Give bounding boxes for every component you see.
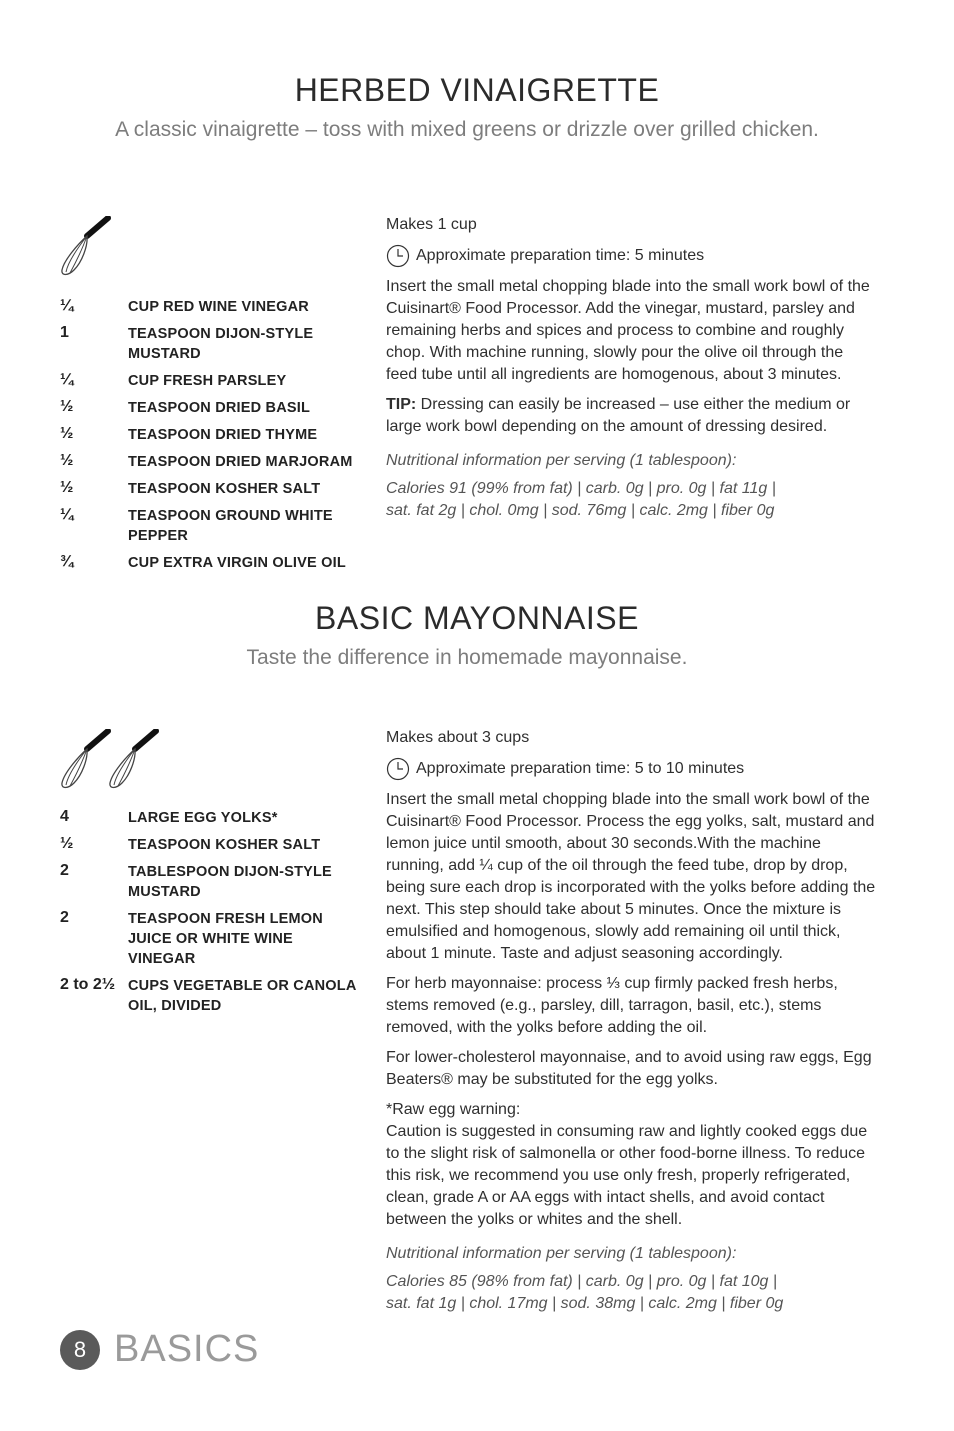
page-number: 8 — [60, 1330, 100, 1370]
ingredient-name: CUP FRESH PARSLEY — [128, 373, 287, 389]
tip-text: Dressing can easily be increased – use either the medium or large work bowl depending on the amount of dressing desired. — [386, 396, 851, 435]
ingredient-quantity: 4 — [60, 808, 69, 825]
tip — [386, 394, 878, 438]
clock-icon — [386, 244, 410, 268]
ingredient-list — [60, 808, 360, 1023]
section-label: BASICS — [114, 1328, 260, 1370]
ingredient-row — [60, 835, 360, 855]
ingredient-quantity: 1 — [60, 324, 69, 341]
whisk-icon — [56, 216, 116, 278]
ingredient-quantity: 2 — [60, 909, 69, 926]
ingredient-row — [60, 324, 360, 364]
ingredient-quantity: 2 to 2½ — [60, 976, 116, 993]
prep-time — [386, 757, 878, 781]
ingredient-row — [60, 452, 360, 472]
ingredient-name: TEASPOON DRIED BASIL — [128, 400, 311, 416]
herb-variation-note: For herb mayonnaise: process ⅓ cup firmly packed fresh herbs, stems removed (e.g., parsley, dill, tarragon, basil, etc.), stems removed, with the yolks before adding the oil. — [386, 975, 838, 1036]
ingredient-name: TEASPOON GROUND WHITE PEPPER — [128, 508, 333, 544]
recipe-subtitle: Taste the difference in homemade mayonnaise. — [246, 646, 688, 669]
tip-label: TIP: — [386, 396, 417, 413]
ingredient-name: TEASPOON FRESH LEMON JUICE OR WHITE WINE VINEGAR — [128, 911, 323, 967]
ingredient-row — [60, 553, 360, 573]
ingredient-list — [60, 297, 360, 580]
low-cholesterol-note: For lower-cholesterol mayonnaise, and to avoid using raw eggs, Egg Beaters® may be substituted for the egg yolks. — [386, 1049, 872, 1088]
whisk-icon-pair — [56, 729, 166, 791]
ingredient-name: CUPS VEGETABLE OR CANOLA OIL, DIVIDED — [128, 978, 356, 1014]
ingredient-row — [60, 425, 360, 445]
ingredient-name: TEASPOON KOSHER SALT — [128, 481, 321, 497]
ingredient-name: LARGE EGG YOLKS* — [128, 810, 278, 826]
ingredient-name: TEASPOON DRIED MARJORAM — [128, 454, 353, 470]
ingredient-name: CUP RED WINE VINEGAR — [128, 299, 309, 315]
clock-icon — [386, 757, 410, 781]
ingredient-quantity: 2 — [60, 862, 69, 879]
prep-time — [386, 244, 878, 268]
ingredient-name: CUP EXTRA VIRGIN OLIVE OIL — [128, 555, 346, 571]
ingredient-quantity: ½ — [60, 425, 74, 442]
nutrition-line: sat. fat 1g | chol. 17mg | sod. 38mg | calc. 2mg | fiber 0g — [386, 1295, 784, 1312]
ingredient-row — [60, 479, 360, 499]
nutrition-line: Calories 85 (98% from fat) | carb. 0g | pro. 0g | fat 10g | — [386, 1273, 778, 1290]
nutrition-line: Calories 91 (99% from fat) | carb. 0g | pro. 0g | fat 11g | — [386, 480, 776, 497]
instructions: Insert the small metal chopping blade into the small work bowl of the Cuisinart® Food Processor. Add the vinegar, mustard, parsley and remaining herbs and spices and process to combine and roughly chop. With machine running, slowly pour the olive oil through the feed tube until all ingredients are homogenous, about 3 minutes. — [386, 278, 870, 383]
nutrition-line: sat. fat 2g | chol. 0mg | sod. 76mg | calc. 2mg | fiber 0g — [386, 502, 775, 519]
ingredient-row — [60, 371, 360, 391]
ingredient-row — [60, 808, 360, 828]
nutrition-heading: Nutritional information per serving (1 tablespoon): — [386, 452, 737, 469]
nutrition-heading: Nutritional information per serving (1 tablespoon): — [386, 1245, 737, 1262]
recipe-title: BASIC MAYONNAISE — [315, 600, 639, 636]
ingredient-quantity: ½ — [60, 398, 74, 415]
ingredient-row — [60, 398, 360, 418]
ingredient-quantity: ¼ — [60, 371, 74, 388]
ingredient-quantity: ¼ — [60, 506, 74, 523]
ingredient-quantity: ½ — [60, 452, 74, 469]
ingredient-quantity: ¼ — [60, 297, 74, 314]
recipe-method — [386, 214, 878, 522]
ingredient-row — [60, 909, 360, 969]
ingredient-name: TEASPOON DIJON-STYLE MUSTARD — [128, 326, 314, 362]
ingredient-name: TABLESPOON DIJON-STYLE MUSTARD — [128, 864, 332, 900]
prep-time-text: Approximate preparation time: 5 minutes — [416, 247, 705, 264]
ingredient-quantity: ½ — [60, 479, 74, 496]
ingredient-row — [60, 506, 360, 546]
whisk-icon — [110, 731, 156, 788]
prep-time-text: Approximate preparation time: 5 to 10 minutes — [416, 760, 745, 777]
ingredient-row — [60, 862, 360, 902]
ingredient-name: TEASPOON DRIED THYME — [128, 427, 318, 443]
ingredient-row — [60, 976, 360, 1016]
raw-egg-warning-heading: *Raw egg warning: — [386, 1101, 521, 1118]
recipe-yield: Makes 1 cup — [386, 216, 477, 233]
ingredient-name: TEASPOON KOSHER SALT — [128, 837, 321, 853]
recipe-method — [386, 727, 878, 1315]
recipe-yield: Makes about 3 cups — [386, 729, 530, 746]
recipe-subtitle: A classic vinaigrette – toss with mixed greens or drizzle over grilled chicken. — [115, 118, 819, 141]
whisk-icon — [62, 731, 108, 788]
ingredient-quantity: ½ — [60, 835, 74, 852]
instructions: Insert the small metal chopping blade into the small work bowl of the Cuisinart® Food Processor. Process the egg yolks, salt, mustard and lemon juice until smooth, about 30 seconds.With the machine running, add ¼ cup of the oil through the feed tube, drop by drop, being sure each drop is incorporated with the yolks before adding the next. This step should take about 5 minutes. Once the mixture is emulsified and homogenous, slowly add remaining oil until thick, about 1 minute. Taste and adjust seasoning accordingly. — [386, 791, 876, 962]
ingredient-row — [60, 297, 360, 317]
recipe-title: HERBED VINAIGRETTE — [294, 72, 660, 108]
raw-egg-warning-text: Caution is suggested in consuming raw and lightly cooked eggs due to the slight risk of salmonella or other food-borne illness. To reduce this risk, we recommend you use only fresh, properly refrigerated, clean, grade A or AA eggs with intact shells, and avoid contact between the yolks or whites and the shell. — [386, 1123, 868, 1228]
ingredient-quantity: ¾ — [60, 553, 74, 570]
